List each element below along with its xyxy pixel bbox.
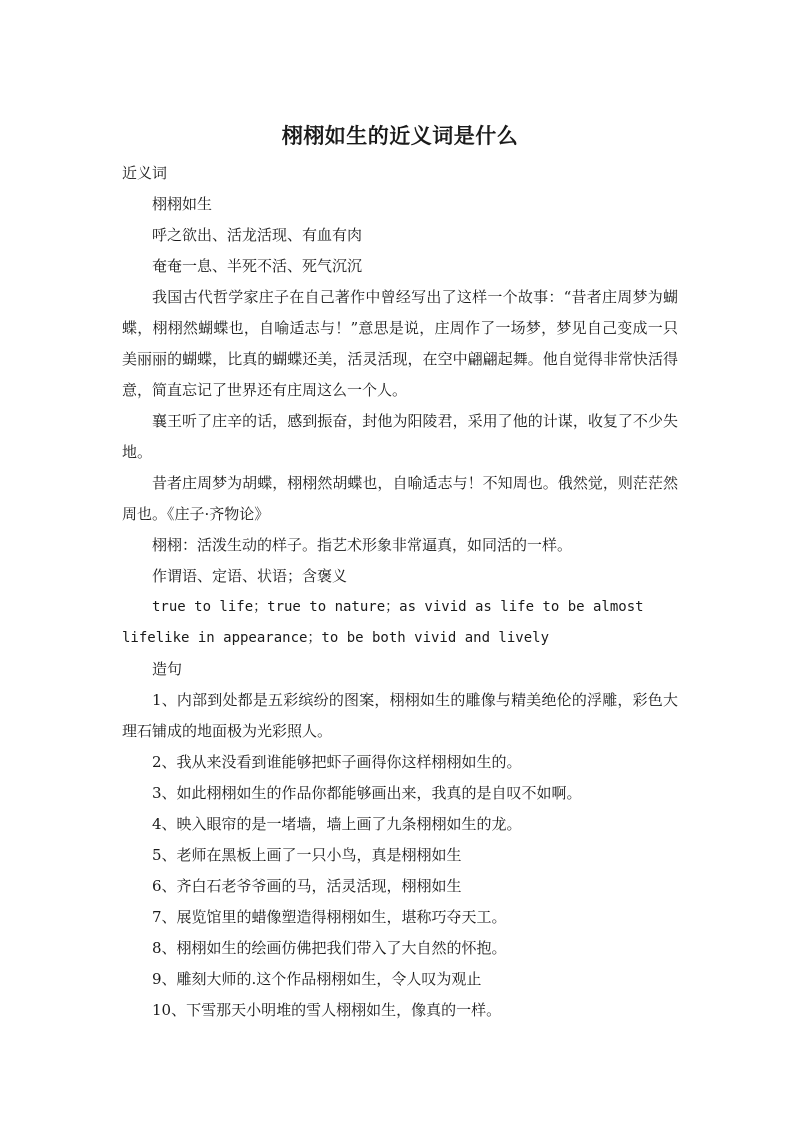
document-body	[122, 158, 678, 1026]
example-sentence: 1、内部到处都是五彩缤纷的图案，栩栩如生的雕像与精美绝伦的浮雕，彩色大理石铺成的地面极为光彩照人。	[122, 691, 678, 740]
example-sentence: 6、齐白石老爷爷画的马，活灵活现，栩栩如生	[152, 877, 462, 895]
example-sentence: 10、下雪那天小明堆的雪人栩栩如生，像真的一样。	[152, 1001, 502, 1019]
example-sentence: 2、我从来没看到谁能够把虾子画得你这样栩栩如生的。	[152, 753, 522, 771]
definition-paragraph: 栩栩：活泼生动的样子。指艺术形象非常逼真，如同活的一样。	[152, 536, 573, 554]
english-translation-line-1: true to life；true to nature；as vivid as life to be almost	[152, 599, 644, 615]
example-sentence: 9、雕刻大师的.这个作品栩栩如生，令人叹为观止	[152, 970, 482, 988]
antonyms-list: 奄奄一息、半死不活、死气沉沉	[152, 257, 363, 275]
example-sentence: 4、映入眼帘的是一堵墙，墙上画了九条栩栩如生的龙。	[152, 815, 522, 833]
source-quote-paragraph: 昔者庄周梦为胡蝶，栩栩然胡蝶也，自喻适志与！不知周也。俄然觉，则茫茫然周也。《庄子·齐物论》	[122, 474, 678, 523]
example-sentence: 3、如此栩栩如生的作品你都能够画出来，我真的是自叹不如啊。	[152, 784, 582, 802]
english-translation-line-2: lifelike in appearance；to be both vivid and lively	[122, 630, 550, 646]
usage-paragraph: 作谓语、定语、状语；含褒义	[152, 567, 348, 585]
example-sentence: 5、老师在黑板上画了一只小鸟，真是栩栩如生	[152, 846, 462, 864]
synonyms-heading: 近义词	[122, 164, 168, 182]
synonyms-list: 呼之欲出、活龙活现、有血有肉	[152, 226, 363, 244]
example-sentence: 8、栩栩如生的绘画仿佛把我们带入了大自然的怀抱。	[152, 939, 507, 957]
page-title: 栩栩如生的近义词是什么	[281, 124, 519, 148]
idiom-word: 栩栩如生	[152, 195, 213, 213]
story-paragraph: 我国古代哲学家庄子在自己著作中曾经写出了这样一个故事：“昔者庄周梦为蝴蝶，栩栩然蝴蝶也，自喻适志与！”意思是说，庄周作了一场梦，梦见自己变成一只美丽丽的蝴蝶，比真的蝴蝶还美，活灵活现，在空中翩翩起舞。他自觉得非常快活得意，简直忘记了世界还有庄周这么一个人。	[122, 288, 678, 399]
example-sentence: 7、展览馆里的蜡像塑造得栩栩如生，堪称巧夺天工。	[152, 908, 507, 926]
xiangwang-paragraph: 襄王听了庄辛的话，感到振奋，封他为阳陵君，采用了他的计谋，收复了不少失地。	[122, 412, 678, 461]
sentences-heading: 造句	[152, 660, 183, 678]
